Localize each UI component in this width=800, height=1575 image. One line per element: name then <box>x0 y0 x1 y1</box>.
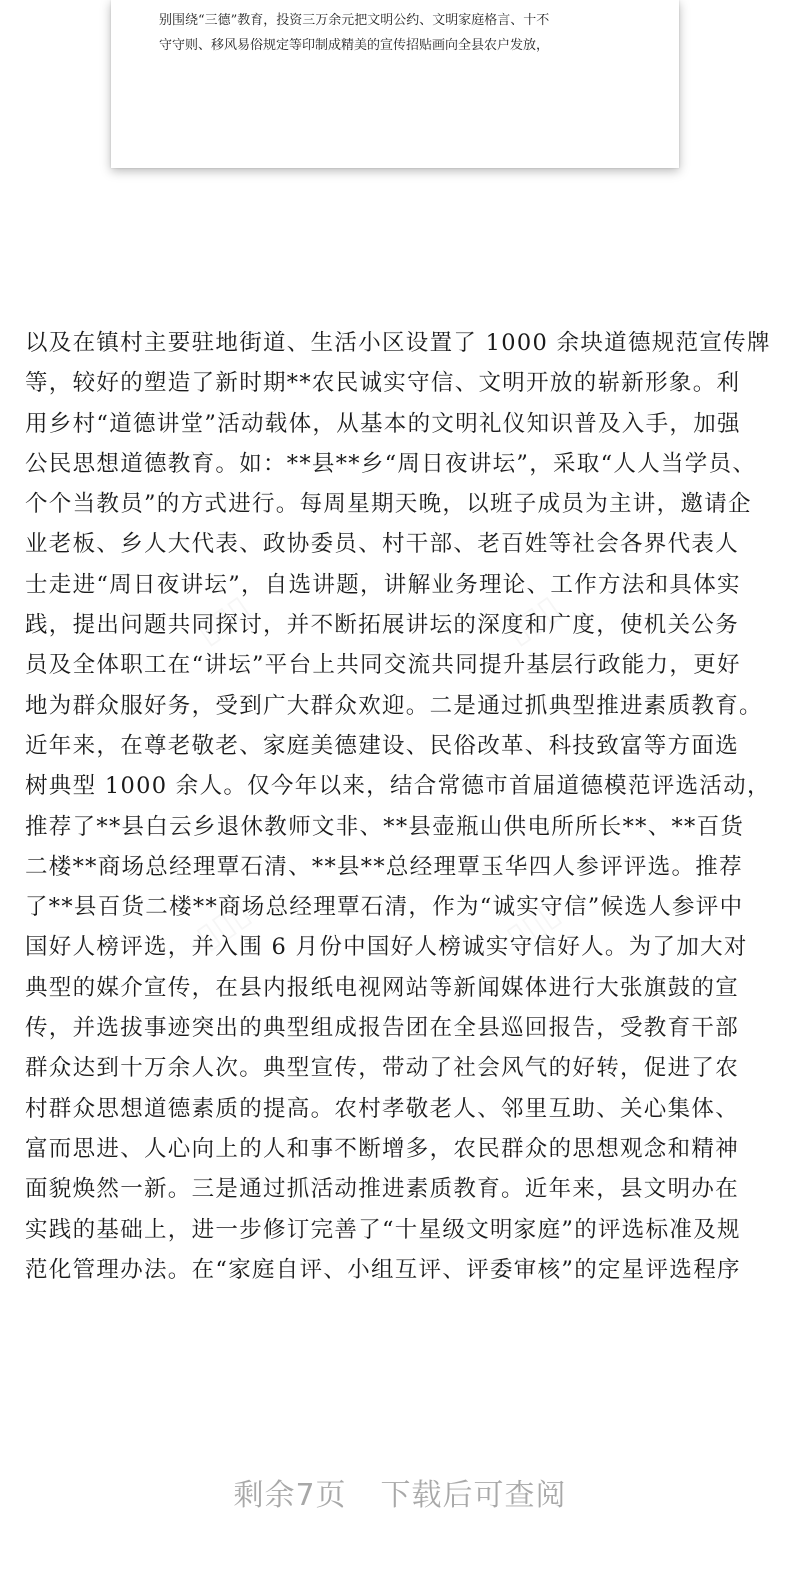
body-line: 近年来，在尊老敬老、家庭美德建设、民俗改革、科技致富等方面选 <box>25 732 740 759</box>
body-line: 富而思进、人心向上的人和事不断增多，农民群众的思想观念和精神 <box>25 1135 740 1162</box>
body-line: 树典型 1000 余人。仅今年以来，结合常德市首届道德模范评选活动， <box>25 773 771 800</box>
card-line: 别围绕“三德”教育，投资三万余元把文明公约、文明家庭格言、十不 <box>159 13 550 28</box>
body-line: 群众达到十万余人次。典型宣传，带动了社会风气的好转，促进了农 <box>25 1055 740 1082</box>
document-body <box>25 323 785 1290</box>
remaining-pages-banner[interactable] <box>0 1470 800 1514</box>
remaining-pages-label: 剩余7页 <box>233 1478 347 1513</box>
body-line: 了**县百货二楼**商场总经理覃石清，作为“诚实守信”候选人参评中 <box>25 894 744 921</box>
body-line: 用乡村“道德讲堂”活动载体，从基本的文明礼仪知识普及入手，加强 <box>25 410 741 437</box>
body-line: 士走进“周日夜讲坛”，自选讲题，讲解业务理论、工作方法和具体实 <box>25 571 741 598</box>
body-line: 公民思想道德教育。如：**县**乡“周日夜讲坛”，采取“人人当学员、 <box>25 450 757 477</box>
body-line: 践，提出问题共同探讨，并不断拓展讲坛的深度和广度，使机关公务 <box>25 612 740 639</box>
previous-page-card <box>111 0 679 168</box>
body-line: 地为群众服好务，受到广大群众欢迎。二是通过抓典型推进素质教育。 <box>25 692 763 719</box>
body-line: 等，较好的塑造了新时期**农民诚实守信、文明开放的崭新形象。利 <box>25 370 741 397</box>
body-line: 典型的媒介宣传，在县内报纸电视网站等新闻媒体进行大张旗鼓的宣 <box>25 974 740 1001</box>
body-line: 以及在镇村主要驻地街道、生活小区设置了 1000 余块道德规范宣传牌 <box>25 330 771 356</box>
body-line: 面貌焕然一新。三是通过抓活动推进素质教育。近年来，县文明办在 <box>25 1176 740 1203</box>
card-line: 守守则、移风易俗规定等印制成精美的宣传招贴画向全县农户发放， <box>159 38 550 53</box>
body-line: 范化管理办法。在“家庭自评、小组互评、评委审核”的定星评选程序 <box>25 1256 741 1283</box>
body-line: 业老板、乡人大代表、政协委员、村干部、老百姓等社会各界代表人 <box>25 531 740 558</box>
download-to-view-label: 下载后可查阅 <box>380 1478 567 1513</box>
body-line: 推荐了**县白云乡退休教师文非、**县壶瓶山供电所所长**、**百货 <box>25 813 745 840</box>
body-line: 村群众思想道德素质的提高。农村孝敬老人、邻里互助、关心集体、 <box>25 1095 740 1122</box>
body-line: 传，并选拔事迹突出的典型组成报告团在全县巡回报告，受教育干部 <box>25 1015 740 1042</box>
body-line: 国好人榜评选，并入围 6 月份中国好人榜诚实守信好人。为了加大对 <box>25 934 748 961</box>
body-line: 个个当教员”的方式进行。每周星期天晚，以班子成员为主讲，邀请企 <box>25 491 752 518</box>
body-line: 员及全体职工在“讲坛”平台上共同交流共同提升基层行政能力，更好 <box>25 652 741 679</box>
previous-page-text <box>159 8 639 58</box>
body-line: 实践的基础上，进一步修订完善了“十星级文明家庭”的评选标准及规 <box>25 1216 741 1243</box>
body-line: 二楼**商场总经理覃石清、**县**总经理覃玉华四人参评评选。推荐 <box>25 853 743 880</box>
